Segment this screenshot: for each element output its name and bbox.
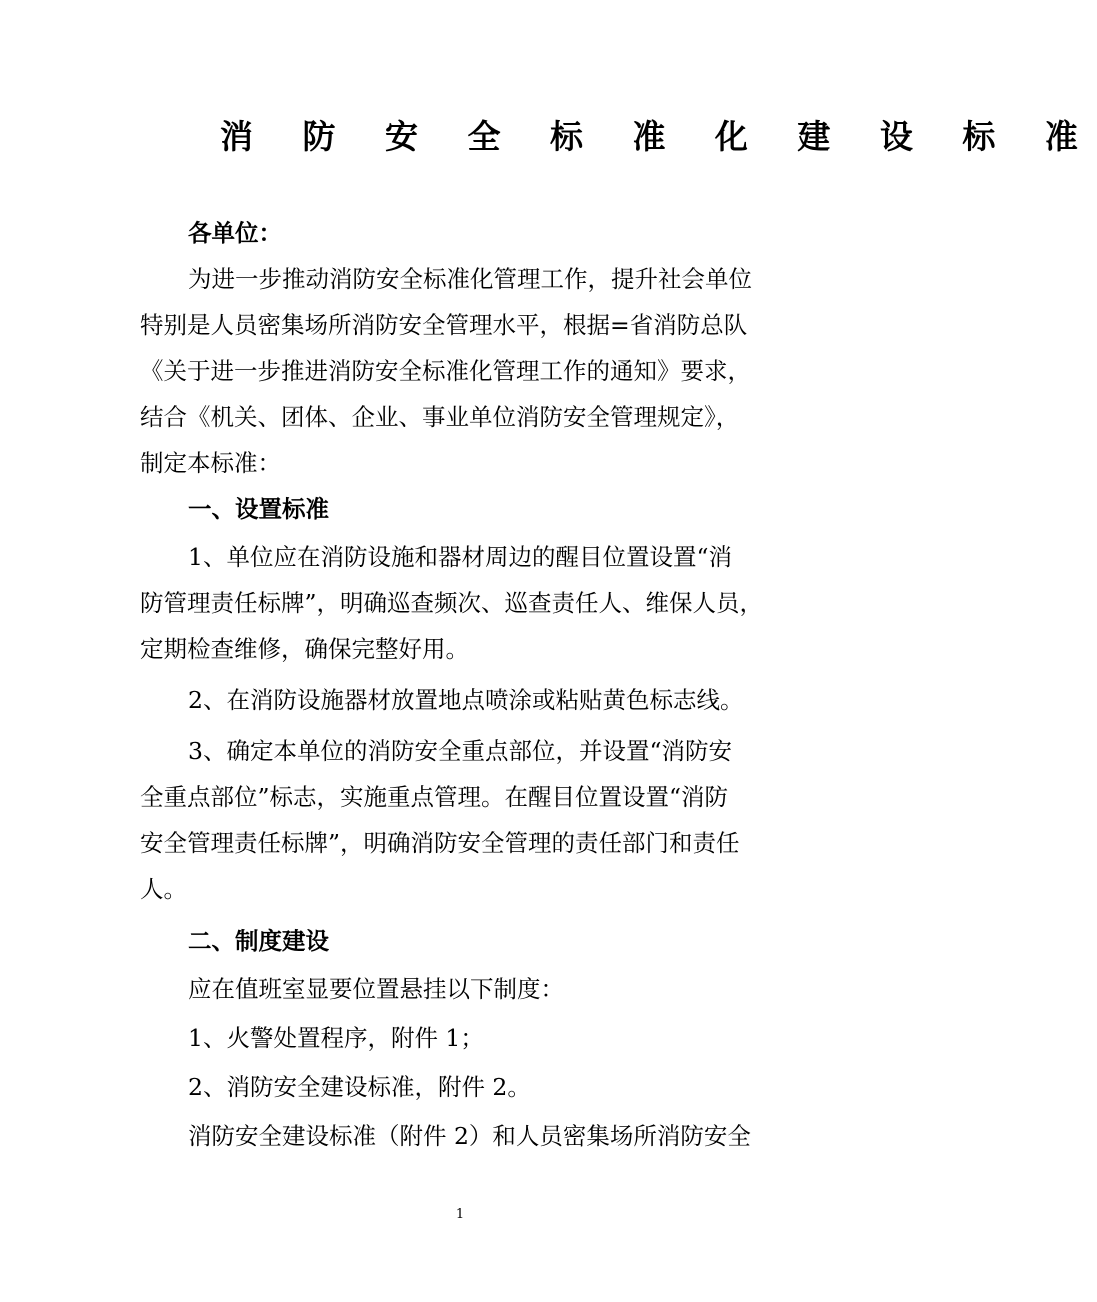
section-2-line: 2、消防安全建设标准，附件 2。 — [188, 1073, 531, 1101]
section-2-line: 消防安全建设标准（附件 2）和人员密集场所消防安全 — [188, 1122, 751, 1150]
intro-line: 制定本标准： — [140, 449, 281, 477]
intro-line: 为进一步推动消防安全标准化管理工作，提升社会单位 — [188, 265, 752, 293]
section-2-line: 应在值班室显要位置悬挂以下制度： — [188, 975, 564, 1003]
item-2-line: 2、在消防设施器材放置地点喷涂或粘贴黄色标志线。 — [188, 686, 744, 714]
section-heading-setup-standards: 一、设置标准 — [188, 495, 329, 523]
intro-line: 《关于进一步推进消防安全标准化管理工作的通知》要求， — [140, 357, 751, 385]
item-3-line: 人。 — [140, 875, 187, 903]
document-title: 消 防 安 全 标 准 化 建 设 标 准 — [220, 117, 1097, 156]
section-heading-system-construction: 二、制度建设 — [188, 927, 329, 955]
item-1-line: 防管理责任标牌”，明确巡查频次、巡查责任人、维保人员， — [140, 589, 764, 617]
salutation: 各单位： — [188, 219, 282, 247]
intro-line: 特别是人员密集场所消防安全管理水平，根据=省消防总队 — [140, 311, 748, 339]
section-2-line: 1、火警处置程序，附件 1； — [188, 1024, 484, 1052]
item-3-line: 3、确定本单位的消防安全重点部位，并设置“消防安 — [188, 737, 732, 765]
intro-line: 结合《机关、团体、企业、事业单位消防安全管理规定》， — [140, 403, 740, 431]
item-3-line: 全重点部位”标志，实施重点管理。在醒目位置设置“消防 — [140, 783, 729, 811]
item-1-line: 1、单位应在消防设施和器材周边的醒目位置设置“消 — [188, 543, 732, 571]
item-3-line: 安全管理责任标牌”，明确消防安全管理的责任部门和责任 — [140, 829, 740, 857]
item-1-line: 定期检查维修，确保完整好用。 — [140, 635, 469, 663]
page-number: 1 — [455, 1207, 465, 1222]
